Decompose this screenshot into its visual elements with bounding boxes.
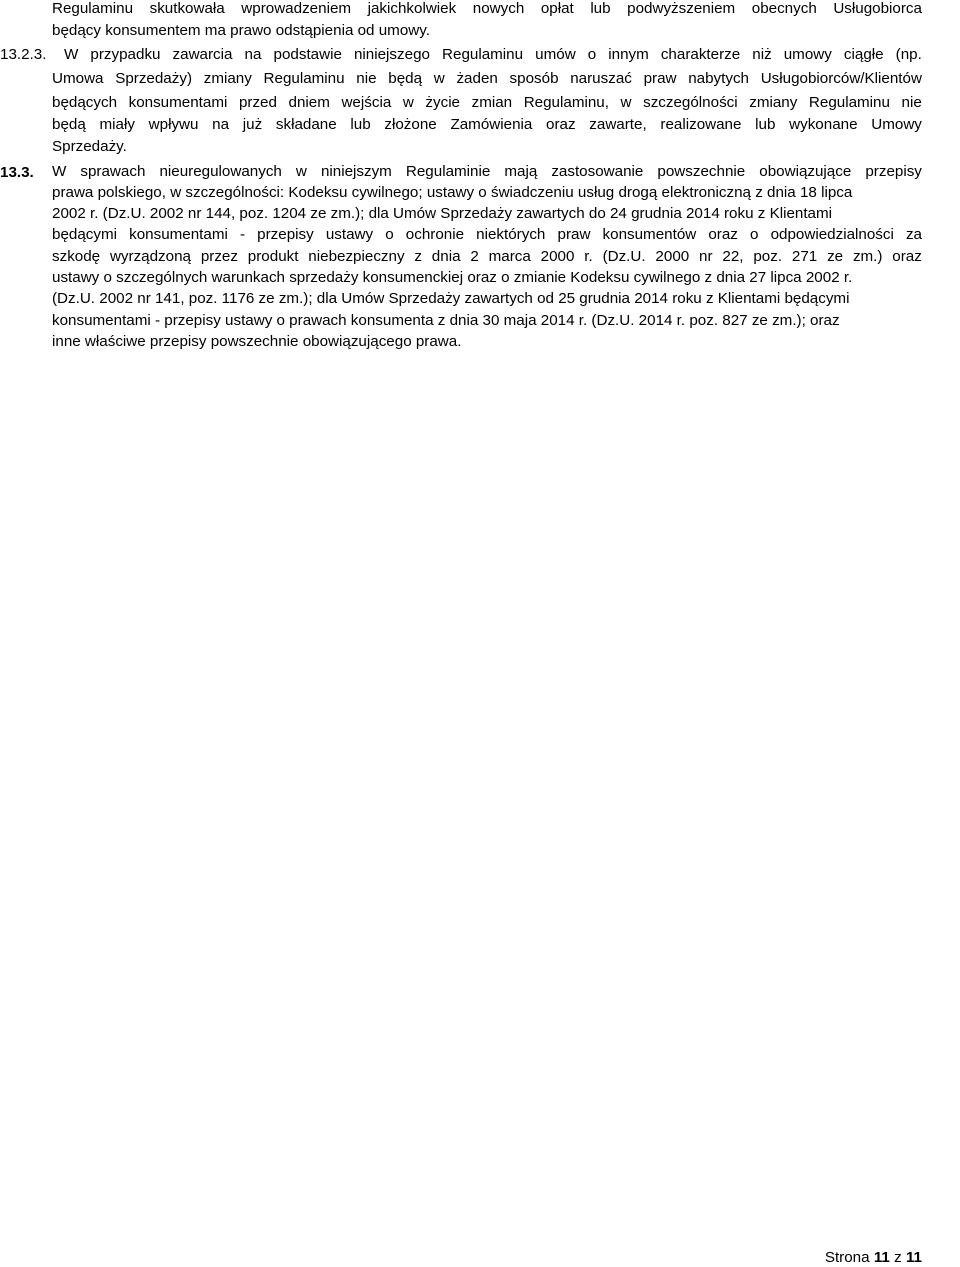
word: będą bbox=[388, 70, 423, 87]
word: (Dz.U. bbox=[602, 248, 646, 265]
word: podstawie bbox=[273, 46, 342, 63]
word: będących bbox=[52, 94, 118, 111]
word: obowiązujące bbox=[759, 163, 852, 180]
word: nowych bbox=[472, 0, 525, 17]
word: - bbox=[239, 226, 246, 243]
word: ochronie bbox=[405, 226, 465, 243]
word: niektórych bbox=[476, 226, 546, 243]
word: niebezpieczny bbox=[308, 248, 405, 265]
word: Regulaminie bbox=[405, 163, 491, 180]
section-13-3-line-2: prawa polskiego, w szczególności: Kodeksu cywilnego; ustawy o świadczeniu usług drogą elektroniczną z dnia 18 lipca bbox=[52, 184, 853, 201]
word: wejścia bbox=[341, 94, 392, 111]
section-13-2-3-line-1 bbox=[64, 46, 922, 64]
word: Umowy bbox=[871, 116, 922, 133]
word: miały bbox=[99, 116, 135, 133]
word: r. bbox=[584, 248, 593, 265]
word: 2000 bbox=[655, 248, 690, 265]
word: konsumentów bbox=[602, 226, 697, 243]
section-13-3-line-1 bbox=[52, 163, 922, 181]
word: (np. bbox=[895, 46, 922, 63]
word: lub bbox=[590, 0, 611, 17]
word: niniejszego bbox=[353, 46, 430, 63]
word: nie bbox=[356, 70, 377, 87]
word: przez bbox=[200, 248, 238, 265]
section-13-3-line-9: inne właściwe przepisy powszechnie obowiązującego prawa. bbox=[52, 333, 462, 350]
word: innym bbox=[608, 46, 649, 63]
word: praw bbox=[557, 226, 591, 243]
word: jakichkolwiek bbox=[367, 0, 457, 17]
word: Regulaminu bbox=[442, 46, 524, 63]
word: szczególności bbox=[643, 94, 738, 111]
word: wprowadzeniem bbox=[241, 0, 352, 17]
word: 2000 bbox=[540, 248, 575, 265]
word: zawarcia bbox=[172, 46, 233, 63]
section-13-3-line-5 bbox=[52, 248, 922, 266]
word: z bbox=[414, 248, 422, 265]
footer-total-pages: 11 bbox=[905, 1249, 922, 1266]
word: wykonane bbox=[789, 116, 858, 133]
word: konsumentami bbox=[128, 94, 228, 111]
word: mają bbox=[504, 163, 538, 180]
word: 271 bbox=[791, 248, 818, 265]
word: będącymi bbox=[52, 226, 117, 243]
word: Usługobiorców/Klientów bbox=[760, 70, 922, 87]
word: przed bbox=[238, 94, 277, 111]
word: dnia bbox=[431, 248, 461, 265]
word: zawarte, bbox=[589, 116, 647, 133]
word: produkt bbox=[247, 248, 299, 265]
word: lub bbox=[350, 116, 371, 133]
section-13-3-line-8: konsumentami - przepisy ustawy o prawach konsumenta z dnia 30 maja 2014 r. (Dz.U. 2014 r. poz. 827 ze zm.); oraz bbox=[52, 312, 840, 329]
word: przepisy bbox=[865, 163, 922, 180]
section-13-3-line-6: ustawy o szczególnych warunkach sprzedaży konsumenckiej oraz o zmianie Kodeksu cywilnego z dnia 27 lipca 2002 r. bbox=[52, 269, 853, 286]
word: oraz bbox=[892, 248, 922, 265]
word: w bbox=[433, 70, 445, 87]
word: Regulaminu bbox=[808, 94, 890, 111]
word: powszechnie bbox=[657, 163, 746, 180]
word: Usługobiorca bbox=[833, 0, 922, 17]
word: Regulaminu bbox=[263, 70, 345, 87]
word: będą bbox=[52, 116, 86, 133]
section-13-3-line-4 bbox=[52, 226, 922, 244]
word: zmiany bbox=[749, 94, 798, 111]
word: lub bbox=[755, 116, 776, 133]
word: realizowane bbox=[660, 116, 742, 133]
word: ciągłe bbox=[843, 46, 884, 63]
word: oraz bbox=[546, 116, 576, 133]
word: podwyższeniem bbox=[627, 0, 736, 17]
word: umowy bbox=[783, 46, 832, 63]
section-13-2-3-line-2 bbox=[52, 70, 922, 88]
word: Zamówienia bbox=[450, 116, 533, 133]
word: przypadku bbox=[90, 46, 161, 63]
word: o bbox=[587, 46, 597, 63]
word: nieuregulowanych bbox=[159, 163, 282, 180]
word: zmian bbox=[471, 94, 513, 111]
word: o bbox=[385, 226, 394, 243]
page-footer bbox=[825, 1249, 922, 1267]
intro-line-1 bbox=[52, 0, 922, 18]
word: nabytych bbox=[688, 70, 749, 87]
word: złożone bbox=[384, 116, 437, 133]
word: nie bbox=[901, 94, 922, 111]
word: żaden bbox=[456, 70, 498, 87]
word: w bbox=[402, 94, 414, 111]
section-13-3-number: 13.3. bbox=[0, 164, 34, 181]
word: wpływu bbox=[148, 116, 199, 133]
word: niż bbox=[752, 46, 772, 63]
word: ze bbox=[827, 248, 844, 265]
word: o bbox=[750, 226, 759, 243]
word: charakterze bbox=[660, 46, 741, 63]
word: dniem bbox=[288, 94, 330, 111]
intro-line-2: będący konsumentem ma prawo odstąpienia od umowy. bbox=[52, 22, 430, 39]
section-13-3-line-7: (Dz.U. 2002 nr 141, poz. 1176 ze zm.); dla Umów Sprzedaży zawartych od 25 grudnia 2014 roku z Klientami będącymi bbox=[52, 290, 850, 307]
word: konsumentami bbox=[129, 226, 228, 243]
word: Regulaminu bbox=[52, 0, 134, 17]
footer-separator: z bbox=[894, 1249, 902, 1266]
section-13-2-3-line-4 bbox=[52, 116, 922, 134]
word: niniejszym bbox=[320, 163, 392, 180]
word: odpowiedzialności bbox=[770, 226, 894, 243]
word: Regulaminu, bbox=[523, 94, 609, 111]
word: już bbox=[242, 116, 263, 133]
word: Umowa bbox=[52, 70, 104, 87]
word: oraz bbox=[708, 226, 738, 243]
word: w bbox=[295, 163, 307, 180]
word: naruszać bbox=[570, 70, 632, 87]
footer-prefix: Strona bbox=[824, 1249, 870, 1266]
word: w bbox=[620, 94, 632, 111]
section-13-2-3-line-5: Sprzedaży. bbox=[52, 138, 127, 155]
section-13-2-3-line-3 bbox=[52, 94, 922, 112]
word: 2 bbox=[470, 248, 479, 265]
word: na bbox=[212, 116, 230, 133]
word: obecnych bbox=[751, 0, 817, 17]
word: praw bbox=[643, 70, 677, 87]
word: przepisy bbox=[257, 226, 314, 243]
word: szkodę bbox=[52, 248, 101, 265]
word: składane bbox=[275, 116, 337, 133]
word: wyrządzoną bbox=[109, 248, 191, 265]
word: W bbox=[64, 46, 79, 63]
word: Sprzedaży) bbox=[115, 70, 193, 87]
word: sprawach bbox=[80, 163, 146, 180]
word: umów bbox=[535, 46, 576, 63]
footer-page-number: 11 bbox=[873, 1249, 890, 1266]
section-13-2-3-number: 13.2.3. bbox=[0, 46, 47, 63]
word: ustawy bbox=[325, 226, 374, 243]
word: nr bbox=[699, 248, 713, 265]
word: zm.) bbox=[852, 248, 883, 265]
word: opłat bbox=[540, 0, 574, 17]
word: poz. bbox=[753, 248, 783, 265]
word: za bbox=[905, 226, 922, 243]
word: W bbox=[52, 163, 67, 180]
word: skutkowała bbox=[149, 0, 225, 17]
word: marca bbox=[488, 248, 531, 265]
word: życie bbox=[425, 94, 461, 111]
word: zmiany bbox=[203, 70, 252, 87]
word: 22, bbox=[722, 248, 744, 265]
word: zastosowanie bbox=[551, 163, 644, 180]
word: na bbox=[244, 46, 262, 63]
word: sposób bbox=[509, 70, 559, 87]
section-13-3-line-3: 2002 r. (Dz.U. 2002 nr 144, poz. 1204 ze zm.); dla Umów Sprzedaży zawartych do 24 grudnia 2014 roku z Klientami bbox=[52, 205, 833, 222]
